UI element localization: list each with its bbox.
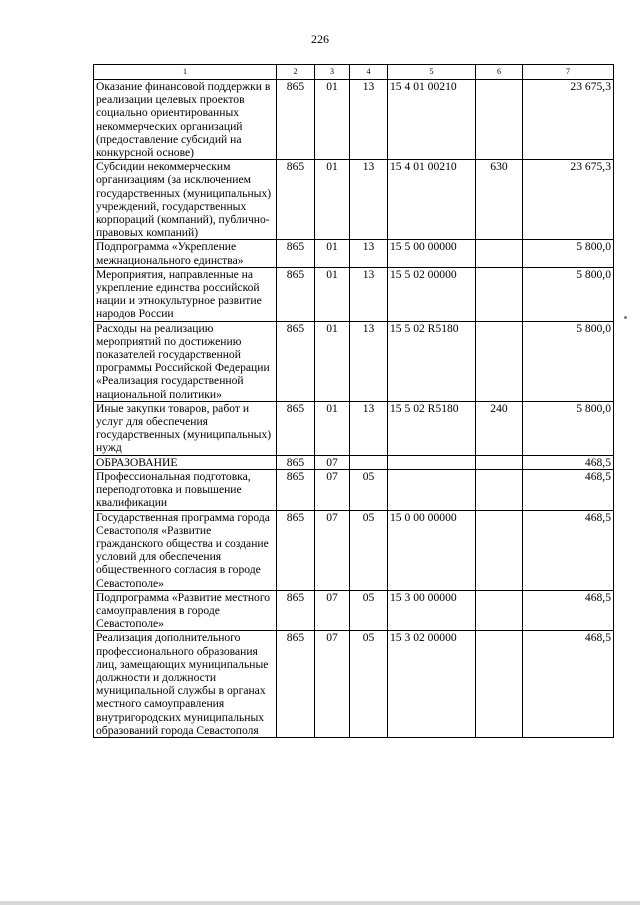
row-name-cell: Оказание финансовой поддержки в реализации целевых проектов социально ориентированных некоммерческих организаций (предоставление субсидий на конкурсной основе) [94,80,277,160]
row-section-cell: 07 [315,590,350,631]
row-amount-cell: 468,5 [523,510,614,590]
row-section-cell: 07 [315,631,350,738]
table-row [94,590,614,631]
row-target-article-cell: 15 0 00 00000 [388,510,476,590]
row-subsection-cell: 13 [350,80,388,160]
table-header-row [94,65,614,80]
table-row [94,321,614,401]
row-amount-cell: 5 800,0 [523,267,614,321]
row-admin-code-cell: 865 [277,469,315,510]
row-target-article-cell: 15 4 01 00210 [388,80,476,160]
row-subsection-cell: 13 [350,240,388,267]
row-section-cell: 01 [315,240,350,267]
row-name-cell: Иные закупки товаров, работ и услуг для обеспечения государственных (муниципальных) нужд [94,401,277,455]
row-target-article-cell [388,455,476,469]
row-target-article-cell: 15 4 01 00210 [388,160,476,240]
row-section-cell: 01 [315,321,350,401]
header-col-2: 2 [277,65,315,80]
table-row [94,267,614,321]
row-expense-type-cell: 630 [476,160,523,240]
row-target-article-cell: 15 5 00 00000 [388,240,476,267]
row-admin-code-cell: 865 [277,80,315,160]
row-admin-code-cell: 865 [277,321,315,401]
row-amount-cell: 468,5 [523,455,614,469]
row-admin-code-cell: 865 [277,267,315,321]
row-target-article-cell: 15 3 02 00000 [388,631,476,738]
row-subsection-cell: 05 [350,590,388,631]
row-name-cell: ОБРАЗОВАНИЕ [94,455,277,469]
budget-table [93,64,614,738]
row-target-article-cell: 15 5 02 R5180 [388,401,476,455]
table-row [94,631,614,738]
row-expense-type-cell [476,240,523,267]
row-subsection-cell [350,455,388,469]
row-expense-type-cell [476,321,523,401]
row-expense-type-cell [476,631,523,738]
row-expense-type-cell [476,267,523,321]
row-name-cell: Реализация дополнительного профессионального образования лиц, замещающих муниципальные должности и должности муниципальной службы в органах местного самоуправления внутригородских муниципальных образований города Севастополя [94,631,277,738]
row-admin-code-cell: 865 [277,160,315,240]
row-admin-code-cell: 865 [277,631,315,738]
row-expense-type-cell [476,80,523,160]
row-amount-cell: 5 800,0 [523,401,614,455]
row-subsection-cell: 13 [350,321,388,401]
row-subsection-cell: 13 [350,401,388,455]
row-section-cell: 01 [315,267,350,321]
row-name-cell: Субсидии некоммерческим организациям (за исключением государственных (муниципальных) учреждений, государственных корпораций (компаний), публично-правовых компаний) [94,160,277,240]
row-name-cell: Подпрограмма «Развитие местного самоуправления в городе Севастополе» [94,590,277,631]
row-admin-code-cell: 865 [277,401,315,455]
row-amount-cell: 23 675,3 [523,160,614,240]
row-expense-type-cell [476,455,523,469]
row-admin-code-cell: 865 [277,590,315,631]
row-section-cell: 01 [315,160,350,240]
row-section-cell: 01 [315,80,350,160]
header-col-5: 5 [388,65,476,80]
page-number: 226 [311,32,329,46]
table-row [94,80,614,160]
header-col-6: 6 [476,65,523,80]
scan-mark [624,316,627,319]
row-name-cell: Расходы на реализацию мероприятий по достижению показателей государственной программы Российской Федерации «Реализация государственной национальной политики» [94,321,277,401]
row-name-cell: Мероприятия, направленные на укрепление единства российской нации и этнокультурное развитие народов России [94,267,277,321]
row-amount-cell: 468,5 [523,590,614,631]
row-admin-code-cell: 865 [277,455,315,469]
row-expense-type-cell: 240 [476,401,523,455]
header-col-4: 4 [350,65,388,80]
row-section-cell: 07 [315,469,350,510]
row-amount-cell: 5 800,0 [523,321,614,401]
table-row [94,510,614,590]
row-section-cell: 07 [315,455,350,469]
row-name-cell: Профессиональная подготовка, переподготовка и повышение квалификации [94,469,277,510]
row-admin-code-cell: 865 [277,510,315,590]
row-target-article-cell: 15 5 02 R5180 [388,321,476,401]
table-row [94,469,614,510]
row-admin-code-cell: 865 [277,240,315,267]
row-amount-cell: 5 800,0 [523,240,614,267]
header-col-1: 1 [94,65,277,80]
row-subsection-cell: 13 [350,267,388,321]
row-expense-type-cell [476,590,523,631]
row-expense-type-cell [476,469,523,510]
header-col-7: 7 [523,65,614,80]
header-col-3: 3 [315,65,350,80]
table-row [94,240,614,267]
row-subsection-cell: 13 [350,160,388,240]
table-row [94,455,614,469]
row-section-cell: 01 [315,401,350,455]
scan-bottom-edge [0,901,640,905]
row-subsection-cell: 05 [350,469,388,510]
row-target-article-cell: 15 3 00 00000 [388,590,476,631]
row-amount-cell: 23 675,3 [523,80,614,160]
row-name-cell: Подпрограмма «Укрепление межнационального единства» [94,240,277,267]
row-expense-type-cell [476,510,523,590]
row-name-cell: Государственная программа города Севастополя «Развитие гражданского общества и создание условий для обеспечения общественного согласия в городе Севастополе» [94,510,277,590]
row-target-article-cell: 15 5 02 00000 [388,267,476,321]
table-row [94,160,614,240]
row-subsection-cell: 05 [350,631,388,738]
row-amount-cell: 468,5 [523,469,614,510]
row-subsection-cell: 05 [350,510,388,590]
row-amount-cell: 468,5 [523,631,614,738]
row-target-article-cell [388,469,476,510]
table-row [94,401,614,455]
row-section-cell: 07 [315,510,350,590]
